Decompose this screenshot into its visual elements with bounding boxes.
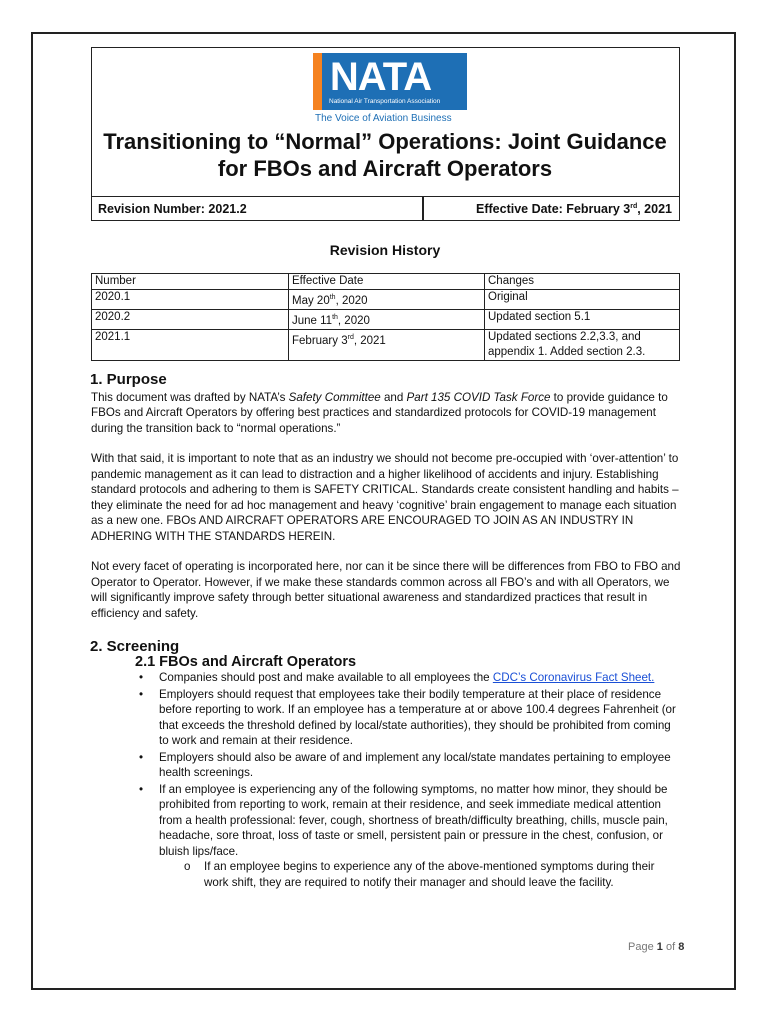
revision-bar-divider xyxy=(422,197,424,220)
table-row xyxy=(92,329,680,360)
revision-number: Revision Number: 2021.2 xyxy=(98,202,247,216)
effective-date: Effective Date: February 3rd, 2021 xyxy=(476,202,672,216)
purpose-paragraph-2: With that said, it is important to note that as an industry we should not become pre-occupied with ‘over-attention’ to pandemic management as it can lead to distraction and a higher likelihood of accidents and injury. Establishing standard protocols and adhering to them is SAFETY CRITICAL. Standards create consistent handling and habits – they eliminate the need for ad hoc management and heavy ‘cognitive’ brain engagement to manage each situation as a new one. FBOs AND AIRCRAFT OPERATORS ARE ENCOURAGED TO JOIN AS AN INDUSTRY IN ADHERING WITH THE STANDARDS HEREIN. xyxy=(91,452,679,543)
table-cell: June 11th, 2020 xyxy=(289,309,485,329)
table-row xyxy=(92,274,680,290)
revision-history-table xyxy=(91,273,680,361)
table-cell: Updated section 5.1 xyxy=(485,309,680,329)
document-body xyxy=(91,372,681,891)
list-item: • If an employee is experiencing any of the following symptoms, no matter how minor, they should be prohibited from reporting to work, remain at their residence, and seek immediate medical attention from a health professional: fever, cough, shortness of breath/difficulty breathing, chills, muscle pain, headache, sore throat, loss of taste or smell, persistent pain or pressure in the chest, confusion, or bluish lips/face. o If an employee begins to experience any of the above-mentioned symptoms during their work shift, they are required to notify their manager and should leave the facility. xyxy=(159,782,681,891)
logo-tagline: The Voice of Aviation Business xyxy=(315,113,452,124)
section-heading-purpose: 1. Purpose xyxy=(90,371,167,388)
purpose-paragraph-1: This document was drafted by NATA’s Safety Committee and Part 135 COVID Task Force to provide guidance to FBOs and Aircraft Operators by offering best practices and standardized protocols for COVID-19 management during the transition back to “normal operations.” xyxy=(91,390,668,435)
screening-list xyxy=(91,670,681,890)
list-item: • Employers should also be aware of and implement any local/state mandates pertaining to employee health screenings. xyxy=(159,750,681,781)
revision-history-title: Revision History xyxy=(329,242,441,258)
table-cell: Original xyxy=(485,290,680,310)
table-header-date: Effective Date xyxy=(289,274,485,290)
document-title: Transitioning to “Normal” Operations: Joint Guidance for FBOs and Aircraft Operators xyxy=(103,129,667,181)
purpose-paragraph-3: Not every facet of operating is incorporated here, nor can it be since there will be differences from FBO to FBO and Operator to Operator. However, if we make these standards common across all FBO’s and with all Operators, we will significantly improve safety through better situational awareness and standardized practices that result in efficiency and safety. xyxy=(91,560,681,620)
sub-list-item: o If an employee begins to experience any of the above-mentioned symptoms during their work shift, they are required to notify their manager and should leave the facility. xyxy=(204,859,681,890)
table-cell: May 20th, 2020 xyxy=(289,290,485,310)
list-item: • Employers should request that employees take their bodily temperature at their place of residence before reporting to work. If an employee has a temperature at or above 100.4 degrees Fahrenheit (or that exceeds the threshold defined by local/state authorities), they should be prohibited from coming to work and remain at their residence. xyxy=(159,687,681,749)
table-cell: Updated sections 2.2,3.3, and appendix 1. Added section 2.3. xyxy=(485,329,680,360)
table-cell: 2020.2 xyxy=(92,309,289,329)
page-number: Page 1 of 8 xyxy=(628,941,685,953)
cdc-fact-sheet-link[interactable]: CDC’s Coronavirus Fact Sheet. xyxy=(492,671,655,684)
table-cell: 2020.1 xyxy=(92,290,289,310)
table-cell: 2021.1 xyxy=(92,329,289,360)
table-cell: February 3rd, 2021 xyxy=(289,329,485,360)
sub-list xyxy=(159,859,681,890)
revision-bar xyxy=(91,196,680,221)
list-item: • Companies should post and make available to all employees the CDC’s Coronavirus Fact Sheet. xyxy=(159,670,681,686)
logo-association-name: National Air Transportation Association xyxy=(329,98,441,105)
table-header-changes: Changes xyxy=(485,274,680,290)
table-row xyxy=(92,290,680,310)
section-heading-screening: 2. Screening xyxy=(90,638,180,655)
table-row xyxy=(92,309,680,329)
table-header-number: Number xyxy=(92,274,289,290)
subsection-heading-fbos: 2.1 FBOs and Aircraft Operators xyxy=(135,653,357,670)
logo-letters: NATA xyxy=(329,55,432,99)
nata-logo xyxy=(313,53,467,110)
